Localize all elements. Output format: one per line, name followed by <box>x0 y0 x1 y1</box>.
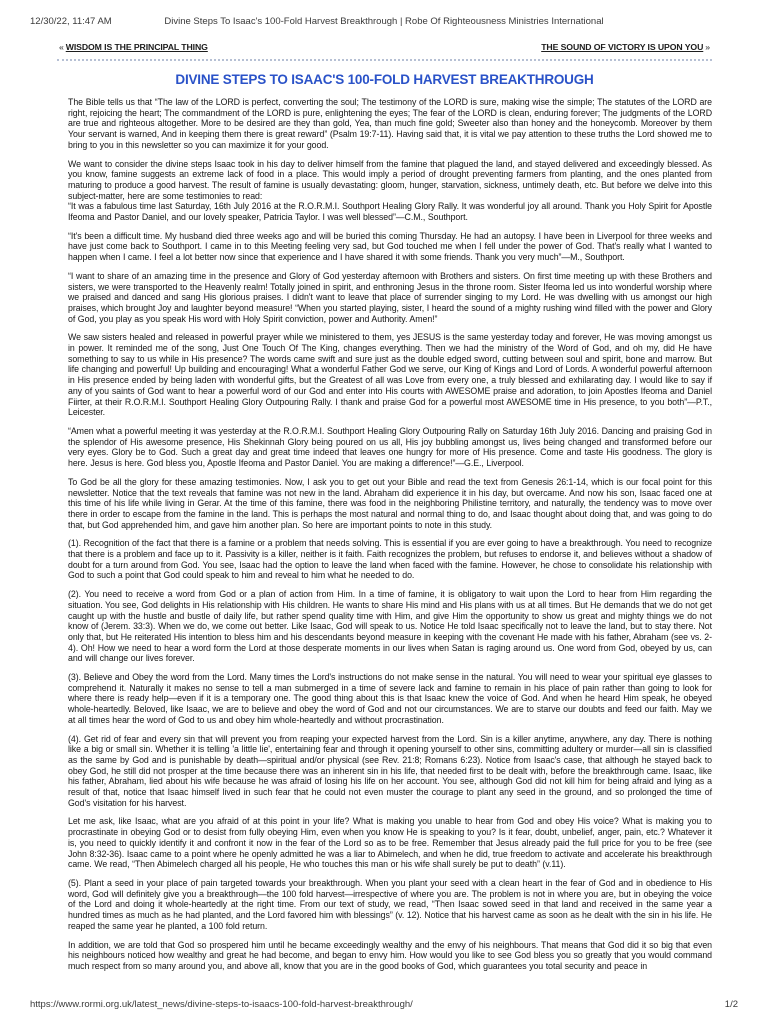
print-footer <box>30 999 738 1010</box>
print-doc-title: Divine Steps To Isaac's 100-Fold Harvest Breakthrough | Robe Of Righteousness Ministries International <box>164 16 604 27</box>
next-post-label: THE SOUND OF VICTORY IS UPON YOU <box>541 42 704 52</box>
article-paragraph: We want to consider the divine steps Isaac took in his day to deliver himself from the famine that plagued the land, and stayed delivered and exceedingly blessed. As you know, famine suggests an extreme lack of food in a place. This would imply a period of drought preventing farmers from planting, and the ones planted from maturing to produce a good harvest. The result of famine is usually devastating: gloom, hunger, starvation, sickness, untimely death, etc. But before we delve into this subject-matter, here are some testimonies to read: <box>68 158 712 201</box>
article-point-1: (1). Recognition of the fact that there is a famine or a problem that needs solving. This is essential if you are ever going to have a breakthrough. You need to recognize that there is a problem and face up to it. Passivity is a killer, neither is it faith. Faith recognizes the problem, but refuses to endorse it, and believes without a shadow of doubt for a turn around from God. You see, Isaac had the option to leave the land when faced with the famine. However, he chose to consolidate his relationship with God to such a point that God could speak to him and reveal to him what he needed to do. <box>68 538 712 581</box>
article-paragraph: In addition, we are told that God so prospered him until he became exceedingly wealthy and the envy of his neighbours. That means that God did it so big that even his neighbours noticed how wealthy and great he had become, and began to envy him. How would you like to see God bless you so greatly that you would command much respect from so many around you, and above all, know that you are in the good books of God, which guarantees you total security and peace in <box>68 939 712 971</box>
prev-post-label: WISDOM IS THE PRINCIPAL THING <box>65 42 208 52</box>
article-point-4: (4). Get rid of fear and every sin that will prevent you from reaping your expected harvest from the Lord. Sin is a killer anytime, anywhere, any day. There is nothing like a big or small sin. Whether it is telling 'a little lie', entertaining fear and through it opening yourself to other sins, committing adultery or murder—all sin is classified as the same by God and is punishable by death—spiritual and/or physical (see Rev. 21:8; Romans 6:23). Notice from Isaac's case, that although he stayed back to obey God, he still did not prosper at the time because there was an inherent sin in his life, that needed first to be dealt with, before the breakthrough came. Isaac, like his father, Abraham, lied about his wife because he was afraid of losing his life on her account. You see, although God did not kill him for being afraid and lying as a result of that, notice that Isaac himself lived in such fear that he could not even muster the courage to plant any seed in the ground, and so prolonged the time of God's visitation for his harvest. <box>68 733 712 808</box>
testimony-paragraph: “It was a fabulous time last Saturday, 16th July 2016 at the R.O.R.M.I. Southport Healing Glory Rally. It was wonderful joy all around. Thank you Holy Spirit for Apostle Ifeoma and Pastor Daniel, and our lovely speaker, Patricia Taylor. I was well blessed”—C.M., Southport. <box>68 201 712 223</box>
article-point-2: (2). You need to receive a word from God or a plan of action from Him. In a time of famine, it is obligatory to wait upon the Lord to hear from Him regarding the situation. You see, God delights in His relationship with His children. He wants to share His mind and His plans with us at all times. But He demands that we do not get caught up with the hustle and bustle of daily life, but rather spend quality time with Him, and give Him the opportunity to show us great and mighty things we do not know of (Jerem. 33:3). When we do, we come out better. Like Isaac, God will speak to us. Notice He told Isaac specifically not to leave the land, but to stay there. Not only that, but He reiterated His intention to bless him and his descendants beyond measure in keeping with the covenant He made with his father, Abraham (see vs. 2-4). Oh! How we need to hear a word form the Lord at those desperate moments in our lives when Satan is raging around us. One word from God, obeyed by us, can and will change our lives forever. <box>68 589 712 664</box>
next-arrow-icon: » <box>705 42 710 52</box>
page-indicator: 1/2 <box>724 999 738 1010</box>
article-body <box>68 97 712 972</box>
print-header <box>30 16 738 30</box>
article-point-5: (5). Plant a seed in your place of pain targeted towards your breakthrough. When you plant your seed with a clean heart in the fear of God and in obedience to His word, God will definitely give you a breakthrough—the 100 fold harvest—irrespective of where you are. The problem is not in where you are, but in obeying the voice of the Lord and doing it whole-heartedly at the right time. From our text of study, we read, “Then Isaac sowed seed in that land and received in the same year a hundred times as much as he had planted, and the Lord favored him with blessings” (v. 12). Notice that his harvest came as soon as he dealt with the sin in his life. He reaped the same year he planted, a 100 fold return. <box>68 878 712 931</box>
testimony-paragraph: “Amen what a powerful meeting it was yesterday at the R.O.R.M.I. Southport Healing Glory Outpouring Rally on Saturday 16th July 2016. Dancing and praising God in the splendor of His awesome presence, His Shekinnah Glory being poured on us all, His joy bubbling amongst us, lives being changed and transformed before our very eyes. Glory be to God. Such a great day and great time indeed that leaves one hungry for more of His presence. Come and taste His goodness. The glory is here. Jesus is here. God bless you, Apostle Ifeoma and Pastor Daniel. You are making a difference!”—G.E., Liverpool. <box>68 425 712 469</box>
prev-arrow-icon: « <box>59 42 64 52</box>
testimony-paragraph: “It's been a difficult time. My husband died three weeks ago and will be buried this coming Thursday. He had an autopsy. I have been in Liverpool for three weeks and have just come back to Southport. I came in to this Meeting feeling very sad, but God touched me when I fell under the power of God. That's really what I wanted to happen when I came. I feel a lot better now since that experience and I have shared it with some friends. Thank you very much”—M., Southport. <box>68 230 712 263</box>
page-content <box>57 42 712 980</box>
print-url: https://www.rormi.org.uk/latest_news/divine-steps-to-isaacs-100-fold-harvest-breakthrough/ <box>30 999 413 1010</box>
testimony-paragraph: “I want to share of an amazing time in the presence and Glory of God yesterday afternoon with Brothers and sisters. On first time meeting up with these Brothers and sisters, we were transported to the Heavenly realm! Totally joined in spirit, and enthroning Jesus in the throne room. Sister Ifeoma led us into wonderful worship where we praised and danced and sang His glorious praises. I didn't want to leave that place of surrender singing to my Lord. He was dwelling with us amongst our high praises, which brought Joy and laughter beyond measure! “When you started playing, sister, I heard the sound of a mighty rushing wind filled with the power and Glory of God, you play as you speak His word with Holy Spirit conviction, power and Authority. Amen!” <box>68 270 712 324</box>
dotted-divider <box>57 59 712 61</box>
article-paragraph: Let me ask, like Isaac, what are you afraid of at this point in your life? What is making you unable to hear from God and obey His voice? What is making you to procrastinate in obeying God or to desist from fully obeying Him, even when you know He is speaking to you? Is it fear, doubt, unbelief, anger, pain, etc.? Whatever it is, you need to quickly identify it and confront it now in the fear of the Lord so as to be free. Remember that Jesus already paid the full price for you to be free (see John 8:32-36). Isaac came to a point where he openly admitted he was a liar to Abimelech, and when he did, true freedom to activate and accelerate his breakthrough came. We read, “Then Abimelech charged all his people, He who touches this man or his wife shall surely be put to death” (v.11). <box>68 816 712 870</box>
testimony-paragraph: We saw sisters healed and released in powerful prayer while we ministered to them, yes JESUS is the same yesterday today and forever, He was moving amongst us in power. It reminded me of the song, Just One Touch Of The King, changes everything. Then we had the ministry of the Word of God, and oh my, did He have something to say to us while in His presence? The words came swift and sure just as the double edged sword, cutting between soul and spirit, bone and marrow. But life changing and powerful! Up building and encouraging! What a wonderful Father God we serve, our King of Kings and Lord of Lords. A wonderful powerful afternoon in His presence ended by being laden with wonderful gifts, but the Greatest of all was Love from every one, a truly blessed and exhilarating day. I would like to say if any of you saints of God want to hear a powerful word of our God and enter into His courts with AWESOME praise and adoration, to join Apostles Ifeoma and Daniel Fiirter, at their R.O.R.M.I. Southport Healing Glory Outpouring Rally. I thank and praise God for a powerful most AWESOME time in His presence, to you both”—P.T., Leicester. <box>68 332 712 418</box>
article-title: DIVINE STEPS TO ISAAC'S 100-FOLD HARVEST BREAKTHROUGH <box>175 72 594 87</box>
print-datetime: 12/30/22, 11:47 AM <box>30 16 112 27</box>
next-post-link[interactable] <box>541 42 712 52</box>
article-point-3: (3). Believe and Obey the word from the Lord. Many times the Lord's instructions do not make sense in the natural. You will need to wear your spiritual eye glasses to comprehend it. Naturally it makes no sense to tell a man submerged in a time of severe lack and famine to remain in his place of pain rather than going to look for where there is ready help—even if it is a temporary one. The good thing about this is that Isaac knew the voice of God. And when he heard Him speak, he obeyed whole-heartedly. Beloved, like Isaac, we are to believe and obey the word of God and not our circumstances. We are to starve our doubts and feed our faith. May we at all times hear the word of God to us and obey him whole-heartedly and without procrastination. <box>68 672 712 725</box>
prev-post-link[interactable] <box>57 42 208 52</box>
article-paragraph: The Bible tells us that “The law of the LORD is perfect, converting the soul; The testimony of the LORD is sure, making wise the simple; The statutes of the LORD are right, rejoicing the heart; The commandment of the LORD is pure, enlightening the eyes; The fear of the LORD is clean, enduring forever; The judgments of the LORD are true and righteous altogether. More to be desired are they than gold, Yea, than much fine gold; Sweeter also than honey and the honeycomb. Moreover by them Your servant is warned, And in keeping them there is great reward” (Psalm 19:7-11). Having said that, it is vital we pay attention to these truths the Lord showed me to bring to you in this newsletter so you can maximize it for your good. <box>68 97 712 150</box>
article-paragraph: To God be all the glory for these amazing testimonies. Now, I ask you to get out your Bible and read the text from Genesis 26:1-14, which is our focal point for this newsletter. Notice that the text reveals that famine was not new in the land. Abraham did experience it in his day, but overcame. And now his son, Isaac faced one at this time of his life while living in Gerar. At the time of this famine, there was food in the neighboring Philistine territory, and naturally, the tendency was to move over there in order to escape from the famine in the land. This is perhaps the most natural and normal thing to do, and Isaac thought about doing that, and was going to do that, but God apprehended him, and gave him another plan. So here are important points to note in this study. <box>68 476 712 530</box>
post-navigation <box>57 42 712 59</box>
